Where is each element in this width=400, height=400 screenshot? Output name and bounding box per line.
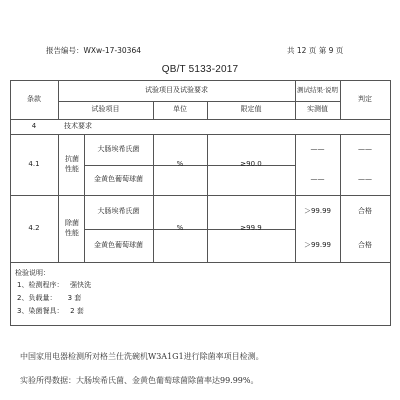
measured-value: ＞99.99 [303,240,332,249]
judgement-value: —— [358,175,372,184]
conditions-title: 检验说明： [15,269,50,277]
condition-item: 3、染菌餐具： 2 套 [17,307,84,315]
judgement-value: —— [358,144,372,153]
footer-note-1: 中国家用电器检测所对格兰仕洗碗机W3A1G1进行除菌率项目检测。 [20,352,264,361]
col-group-header: 试验项目及试验要求 [145,85,208,94]
judgement-value: 合格 [358,240,372,249]
limit-value: ≥99.9 [240,223,262,232]
report-number [46,45,141,56]
row-number: 4.2 [28,223,40,232]
report-number-label: 报告编号： [46,46,84,55]
section-title: 技术要求 [64,121,92,130]
col-judgement-header: 判定 [358,94,372,103]
row-name: 除菌性能 [65,219,79,237]
measured-value: —— [310,144,325,153]
limit-value: ≥90.0 [240,159,262,168]
organism-name: 金黄色葡萄球菌 [94,175,143,184]
row-name: 抗菌性能 [65,155,79,173]
measured-value: —— [310,175,325,184]
section-number: 4 [31,121,37,130]
unit-value: % [176,223,184,232]
row-number: 4.1 [28,159,40,168]
page-info: 共 12 页 第 9 页 [287,46,344,55]
organism-name: 金黄色葡萄球菌 [94,240,143,249]
condition-item: 2、负载量： 3 套 [17,294,82,302]
unit-value: % [176,159,184,168]
col-measured-header: 实测值 [307,105,328,114]
condition-item: 1、检测程序： 强快洗 [17,281,92,289]
measured-value: ＞99.99 [303,207,332,216]
organism-name: 大肠埃希氏菌 [97,207,140,216]
col-item-header: 条款 [27,94,41,103]
col-limit-header: 限定值 [240,105,262,114]
judgement-value: 合格 [358,207,372,216]
col-unit-header: 单位 [173,105,187,114]
col-result-group-header: 测试结果·说明 [296,86,339,95]
standard-title: QB/T 5133-2017 [161,64,239,75]
organism-name: 大肠埃希氏菌 [97,144,140,153]
footer-note-2: 实验所得数据：大肠埃希氏菌、金黄色葡萄球菌除菌率达99.99%。 [20,376,259,385]
report-number-value: WXw-17-30364 [83,46,142,55]
col-test-item-header: 试验项目 [91,105,120,114]
